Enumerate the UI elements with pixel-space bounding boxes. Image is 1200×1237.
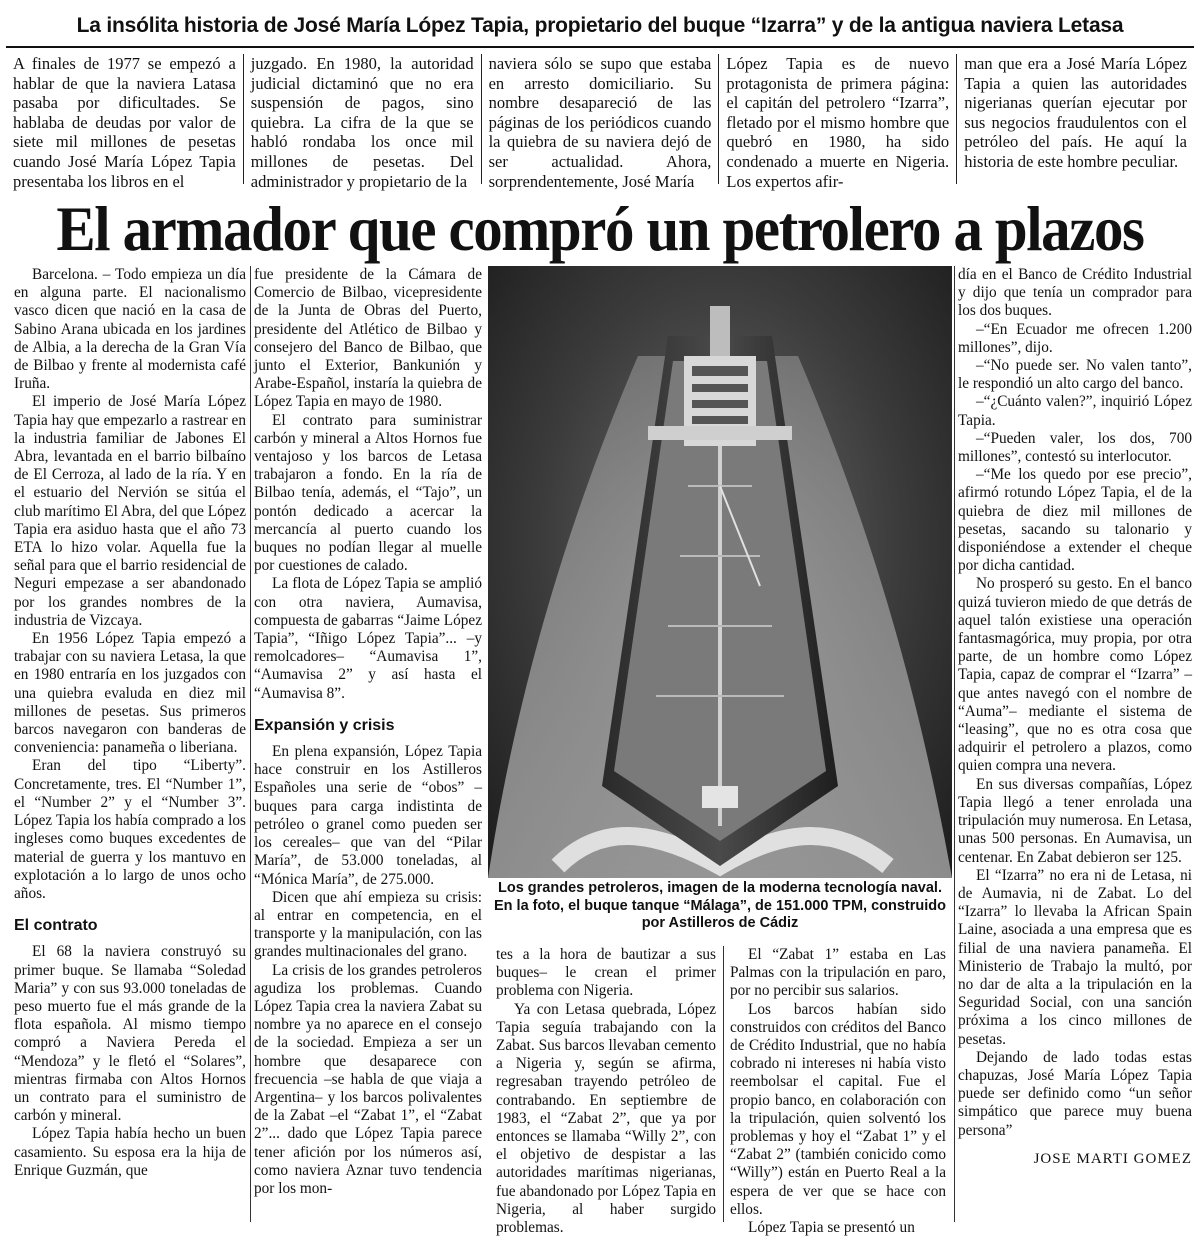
article-column-3 (496, 946, 716, 1237)
paragraph: –“Pueden valer, los dos, 700 millones”, contestó su interlocutor. (958, 429, 1192, 466)
paragraph: Dejando de lado todas estas chapuzas, José María López Tapia puede ser definido como “un señor simpático que parece muy buena persona” (958, 1048, 1192, 1139)
paragraph: El 68 la naviera construyó su primer buque. Se llamaba “Soledad Maria” y con sus 93.000 toneladas de peso muerto fue el más grande de la flota española. Al mismo tiempo compró a Naviera Pereda el “Mendoza” y le fletó el “Solares”, mientras firmaba con Altos Hornos un contrato para el suministro de carbón y mineral. (14, 943, 246, 1125)
article-column-2 (254, 266, 482, 1222)
column-divider (954, 266, 955, 1222)
paragraph: Barcelona. – Todo empieza un día en alguna parte. El nacionalismo vasco dicen que nació en la casa de Sabino Arana ubicada en los jardines de Albia, a la derecha de la Gran Vía de Bilbao y frente al modernista café Iruña. (14, 266, 246, 393)
paragraph: Dicen que ahí empieza su crisis: al entrar en competencia, en el transporte y la manipulación, con las grandes multinacionales del grano. (254, 888, 482, 961)
paragraph: Los barcos habían sido construidos con créditos del Banco de Crédito Industrial, que no había cobrado ni intereses ni había visto reembolsar el capital. Fue el propio banco, en colaboración con la tripulación, quien solventó los problemas y hoy el “Zabat 1” y el “Zabat 2” (también conicido como “Willy”) están en Puerto Real a la espera de ver que se hace con ellos. (730, 1000, 946, 1218)
paragraph: tes a la hora de bautizar a sus buques– le crean el primer problema con Nigeria. (496, 946, 716, 1000)
article-column-1 (14, 266, 246, 1222)
paragraph: López Tapia había hecho un buen casamiento. Su esposa era la hija de Enrique Guzmán, que (14, 1125, 246, 1179)
paragraph: día en el Banco de Crédito Industrial y dijo que tenía un comprador para los dos buques. (958, 266, 1192, 320)
paragraph: En 1956 López Tapia empezó a trabajar con su naviera Letasa, la que en 1980 entraría en los juzgados con una quiebra evaluda en diez mil millones de pesetas. Sus primeros barcos navegaron con banderas de conveniencia: panameña o liberiana. (14, 630, 246, 757)
article-column-5 (958, 266, 1192, 1222)
paragraph: La flota de López Tapia se amplió con otra naviera, Aumavisa, compuesta de gabarras “Jaime López Tapia”, “Iñigo López Tapia”... –y remolcadores– “Aumavisa 1”, “Aumavisa 2” y así hasta el “Aumavisa 8”. (254, 575, 482, 702)
paragraph: Eran del tipo “Liberty”. Concretamente, tres. El “Number 1”, el “Number 2” y el “Number 3”. López Tapia los había comprado a los ingleses como buques excedentes de material de guerra y los mantuvo en explotación a lo largo de unos ocho años. (14, 757, 246, 902)
paragraph: El imperio de José María López Tapia hay que empezarlo a rastrear en la industria familiar de Jabones El Abra, levantada en el barrio bilbaíno de El Cerroza, al lado de la ría. Y en el estuario del Nervión se sitúa el club marítimo El Abra, del que López Tapia era asiduo hasta que el año 73 ETA lo hizo volar. Aquella fue la señal para que el barrio residencial de Neguri empezase a ser abandonado por los grandes nombres de la industria de Vizcaya. (14, 393, 246, 629)
paragraph: El “Zabat 1” estaba en Las Palmas con la tripulación en paro, por no percibir sus salarios. (730, 946, 946, 1000)
paragraph: No prosperó su gesto. En el banco quizá tuvieron miedo de que detrás de aquel talón existiese una operación fantasmagórica, muy propia, por otra parte, de un hombre como López Tapia, capaz de comprar el “Izarra” –que antes navegó con el nombre de “Auma”– mediante el sistema de “leasing”, que no es otra cosa que adquirir el petrolero a plazos, como quien compra una nevera. (958, 575, 1192, 775)
paragraph: –“No puede ser. No valen tanto”, le respondió un alto cargo del banco. (958, 357, 1192, 393)
intro-block (6, 54, 1194, 191)
main-headline: El armador que compró un petrolero a plazos (56, 193, 1144, 264)
intro-column-3: naviera sólo se supo que estaba en arresto domiciliario. Su nombre desapareció de las páginas de los periódicos cuando la quiebra de su naviera dejó de ser actualidad. Ahora, sorprendentemente, José María (481, 54, 719, 184)
photo-caption: Los grandes petroleros, imagen de la moderna tecnología naval. En la foto, el buque tanque “Málaga”, de 151.000 TPM, construido por Astilleros de Cádiz (494, 880, 946, 931)
paragraph: López Tapia se presentó un (748, 1219, 915, 1237)
column-divider (250, 266, 251, 1222)
article-column-4 (730, 946, 946, 1237)
paragraph: En sus diversas compañías, López Tapia llegó a tener enrolada una tripulación muy numerosa. En Letasa, unas 500 personas. En Aumavisa, un centenar. En Zabat debieron ser 125. (958, 775, 1192, 866)
paragraph: En plena expansión, López Tapia hace construir en los Astilleros Españoles una serie de “obos” –buques para carga indistinta de petróleo o granel como pueden ser los cereales– que van del “Pilar María”, de 53.000 toneladas, al “Mónica María”, de 275.000. (254, 743, 482, 888)
paragraph: La crisis de los grandes petroleros agudiza los problemas. Cuando López Tapia crea la naviera Zabat su nombre ya no aparece en el consejo de la sociedad. Empieza a ser un hombre que desaparece con frecuencia –se habla de que viaja a Argentina– y los barcos polivalentes de la Zabat –el “Zabat 1”, el “Zabat 2”... dado que López Tapia parece tener afición por los números así, como naviera Aznar tuvo tendencia por los mon- (254, 961, 482, 1197)
intro-column-2: juzgado. En 1980, la autoridad judicial dictaminó que no era suspensión de pagos, sino quiebra. La cifra de la que se habló rondaba los once mil millones de pesetas. Del administrador y propietario de la (243, 54, 481, 184)
intro-column-5: man que era a José María López Tapia a quien las autoridades nigerianas querían ejecutar por sus negocios fraudulentos con el petróleo del país. He aquí la historia de este hombre peculiar. (956, 54, 1194, 184)
tanker-photo (488, 266, 952, 878)
subheading-el-contrato: El contrato (14, 917, 98, 935)
kicker-headline: La insólita historia de José María López Tapia, propietario del buque “Izarra” y de la antigua naviera Letasa (6, 6, 1194, 48)
subheading-expansion-y-crisis: Expansión y crisis (254, 716, 395, 734)
paragraph: –“¿Cuánto valen?”, inquirió López Tapia. (958, 393, 1192, 429)
tanker-ship-illustration (488, 266, 952, 878)
paragraph: El contrato para suministrar carbón y mineral a Altos Hornos fue ventajoso y los barcos de Letasa trabajaron a fondo. En la ría de Bilbao tenía, además, el “Tajo”, un pontón dedicado a acercar la mercancía al puerto cuando los buques no podían llegar al muelle por cuestiones de calado. (254, 411, 482, 575)
paragraph: –“En Ecuador me ofrecen 1.200 millones”, dijo. (958, 320, 1192, 356)
intro-column-1: A finales de 1977 se empezó a hablar de que la naviera Latasa pasaba por dificultades. Se hablaba de deudas por valor de siete mil millones de pesetas cuando José María López Tapia presentaba los libros en el (13, 54, 236, 191)
paragraph: El “Izarra” no era ni de Letasa, ni de Aumavia, ni de Zabat. Lo del “Izarra” lo llevaba la African Spain Laine, asociada a una empresa que es filial de una naviera panameña. El Ministerio de Trabajo la multó, por no dar de alta a la tripulación en la Seguridad Social, con una sanción próxima a los cinco millones de pesetas. (958, 866, 1192, 1048)
paragraph: –“Me los quedo por ese precio”, afirmó rotundo López Tapia, el de la quiebra de diez mil millones de pesetas, sacando su talonario y disponiéndose a extender el cheque por dicha cantidad. (958, 466, 1192, 575)
author-signature: JOSE MARTI GOMEZ (1033, 1150, 1192, 1167)
paragraph: fue presidente de la Cámara de Comercio de Bilbao, vicepresidente de la Junta de Obras del Puerto, presidente del Atlético de Bilbao y consejero del Banco de Bilbao, que junto el Exterior, Bankunión y Arabe-Español, instaría la quiebra de López Tapia en mayo de 1980. (254, 266, 482, 411)
intro-column-4: López Tapia es de nuevo protagonista de primera página: el capitán del petrolero “Izarra”, fletado por el mismo hombre que quebró en 1980, ha sido condenado a muerte en Nigeria. Los expertos afir- (718, 54, 956, 184)
paragraph: Ya con Letasa quebrada, López Tapia seguía trabajando con la Zabat. Sus barcos llevaban cemento a Nigeria y, según se afirma, regresaban trayendo petróleo de contrabando. En septiembre de 1983, el “Zabat 2”, que ya por entonces se llamaba “Willy 2”, con el objetivo de despistar a las autoridades marítimas nigerianas, fue abandonado por López Tapia en Nigeria, al haber surgido problemas. (496, 1000, 716, 1237)
column-divider (723, 946, 724, 1222)
